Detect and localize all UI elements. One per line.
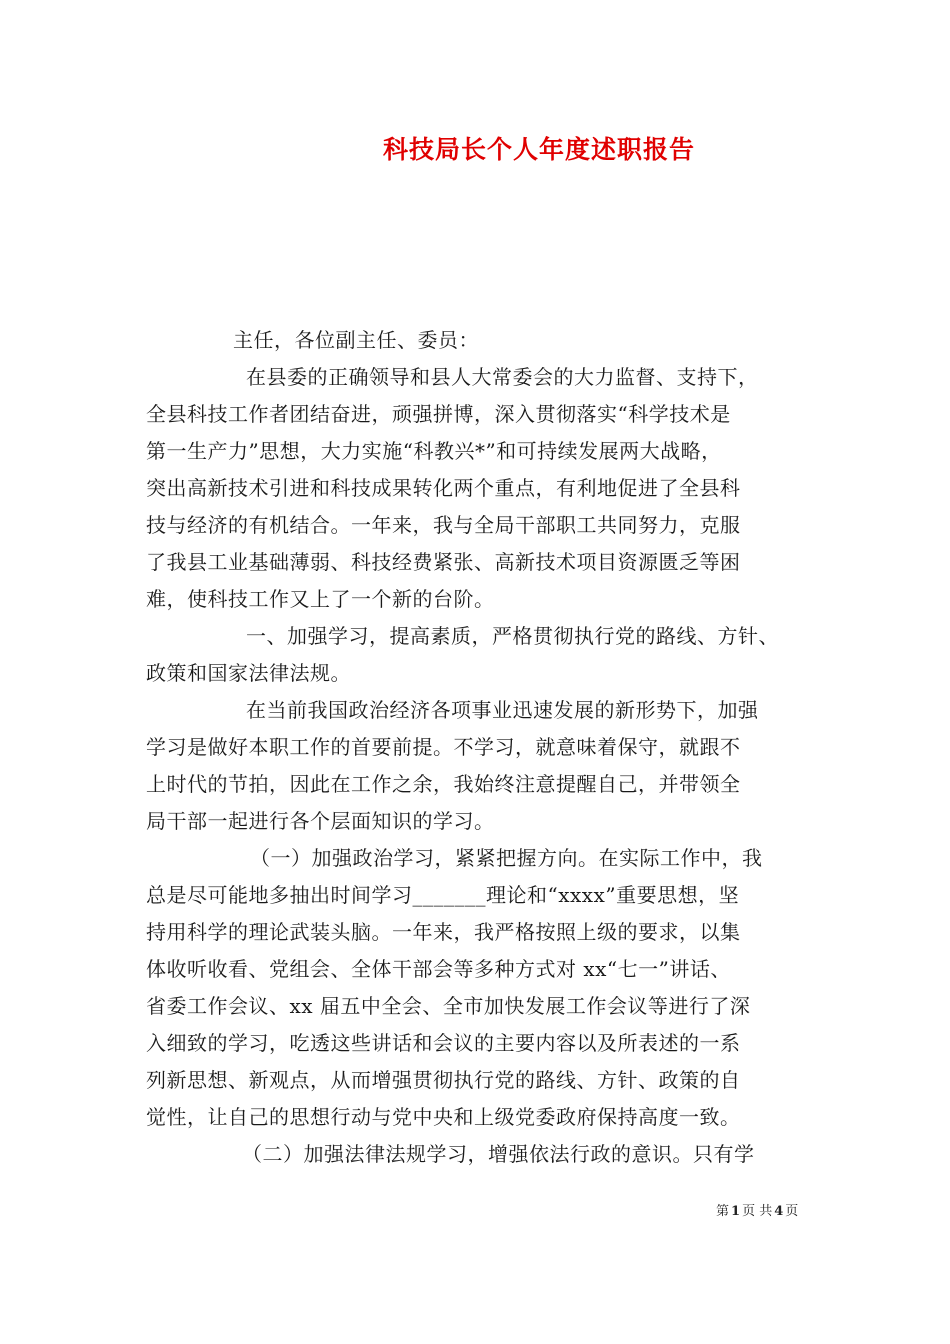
paragraph-line: 在县委的正确领导和县人大常委会的大力监督、支持下， (246, 365, 759, 389)
document-title: 科技局长个人年度述职报告 (382, 135, 695, 164)
subsection-heading-2: （二）加强法律法规学习，增强依法行政的意识。只有学 (242, 1142, 755, 1166)
page-footer (716, 1200, 798, 1219)
section-heading-1: 一、加强学习，提高素质，严格贯彻执行党的路线、方针、 (246, 624, 779, 648)
section-heading-1-cont: 政策和国家法律法规。 (146, 661, 351, 685)
paragraph-line: 了我县工业基础薄弱、科技经费紧张、高新技术项目资源匮乏等困 (146, 550, 741, 574)
paragraph-line: 持用科学的理论武装头脑。一年来，我严格按照上级的要求，以集 (146, 920, 741, 944)
total-page-number: 4 (774, 1204, 784, 1219)
paragraph-line: 总是尽可能地多抽出时间学习_______理论和“xxxx”重要思想，坚 (146, 883, 740, 907)
paragraph-line: 技与经济的有机结合。一年来，我与全局干部职工共同努力，克服 (146, 513, 741, 537)
paragraph-line: 第一生产力”思想，大力实施“科教兴*”和可持续发展两大战略， (146, 439, 722, 463)
footer-middle: 页 共 (742, 1204, 773, 1219)
paragraph-line: 在当前我国政治经济各项事业迅速发展的新形势下，加强 (246, 698, 759, 722)
paragraph-line: 省委工作会议、xx 届五中全会、全市加快发展工作会议等进行了深 (146, 994, 751, 1018)
subsection-heading-1: （一）加强政治学习，紧紧把握方向。在实际工作中，我 (250, 846, 763, 870)
paragraph-line: 全县科技工作者团结奋进，顽强拼博，深入贯彻落实“科学技术是 (146, 402, 731, 426)
paragraph-line: 入细致的学习，吃透这些讲话和会议的主要内容以及所表述的一系 (146, 1031, 741, 1055)
paragraph-line: 觉性，让自己的思想行动与党中央和上级党委政府保持高度一致。 (146, 1105, 741, 1129)
footer-prefix: 第 (716, 1204, 730, 1219)
salutation: 主任，各位副主任、委员： (233, 328, 479, 352)
paragraph-line: 突出高新技术引进和科技成果转化两个重点，有利地促进了全县科 (146, 476, 741, 500)
footer-suffix: 页 (785, 1204, 799, 1219)
document-body (146, 322, 806, 1173)
paragraph-line: 难，使科技工作又上了一个新的台阶。 (146, 587, 495, 611)
paragraph-line: 上时代的节拍，因此在工作之余，我始终注意提醒自己，并带领全 (146, 772, 741, 796)
paragraph-line: 列新思想、新观点，从而增强贯彻执行党的路线、方针、政策的自 (146, 1068, 741, 1092)
paragraph-line: 局干部一起进行各个层面知识的学习。 (146, 809, 495, 833)
paragraph-line: 体收听收看、党组会、全体干部会等多种方式对 xx“七一”讲话、 (146, 957, 731, 981)
paragraph-line: 学习是做好本职工作的首要前提。不学习，就意味着保守，就跟不 (146, 735, 741, 759)
current-page-number: 1 (731, 1204, 741, 1219)
